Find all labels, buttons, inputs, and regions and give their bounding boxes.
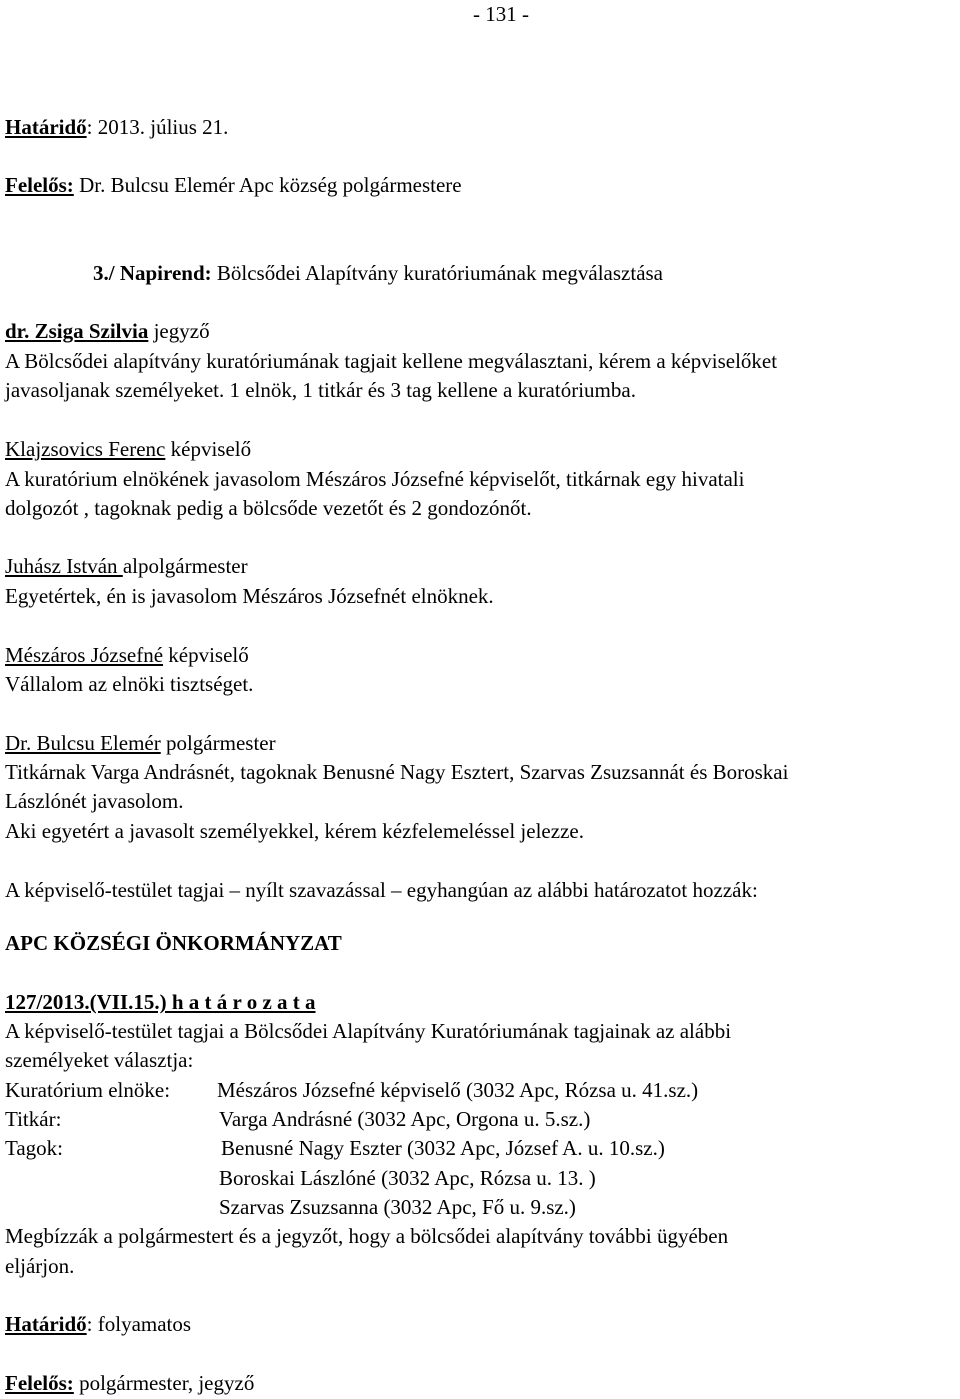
- speaker-role: jegyző: [148, 319, 210, 343]
- deadline-line: [5, 1314, 191, 1335]
- agenda-title: Bölcsődei Alapítvány kuratóriumának megválasztása: [211, 261, 664, 285]
- members-label: Tagok:: [5, 1136, 64, 1160]
- speaker-role: képviselő: [165, 437, 252, 461]
- member-value: Boroskai Lászlóné (3032 Apc, Rózsa u. 13. ): [219, 1166, 596, 1190]
- chair-value: Mészáros Józsefné képviselő (3032 Apc, Rózsa u. 41.sz.): [217, 1078, 699, 1102]
- responsible-value: polgármester, jegyző: [73, 1371, 255, 1395]
- speaker-header: [5, 439, 251, 460]
- agenda-line: [93, 263, 663, 284]
- responsible-label: Felelős:: [5, 173, 74, 197]
- deadline-value: : folyamatos: [86, 1312, 192, 1336]
- speech-line: A Bölcsődei alapítvány kuratóriumának tagjait kellene megválasztani, kérem a képviselőket: [5, 349, 778, 373]
- speech-line: Egyetértek, én is javasolom Mészáros Józsefnét elnöknek.: [5, 584, 494, 608]
- speaker-header: [5, 321, 210, 342]
- speaker-header: [5, 645, 249, 666]
- page-number: - 131 -: [473, 2, 529, 26]
- speech-line: A kuratórium elnökének javasolom Mészáros Józsefné képviselőt, titkárnak egy hivatali: [5, 467, 745, 491]
- deadline-label: Határidő: [5, 115, 87, 139]
- mandate-line: Megbízzák a polgármestert és a jegyzőt, hogy a bölcsődei alapítvány további ügyében: [5, 1224, 729, 1248]
- organization-name: APC KÖZSÉGI ÖNKORMÁNYZAT: [5, 931, 342, 955]
- speaker-role: polgármester: [160, 731, 276, 755]
- agenda-label: 3./ Napirend:: [93, 261, 212, 285]
- responsible-line: [5, 175, 462, 196]
- secretary-value: Varga Andrásné (3032 Apc, Orgona u. 5.sz.): [219, 1107, 591, 1131]
- speaker-name: dr. Zsiga Szilvia: [5, 319, 149, 343]
- speaker-name: Klajzsovics Ferenc: [5, 437, 166, 461]
- speech-line: Lászlónét javasolom.: [5, 789, 184, 813]
- mandate-line: eljárjon.: [5, 1254, 75, 1278]
- speech-line: javasoljanak személyeket. 1 elnök, 1 titkár és 3 tag kellene a kuratóriumba.: [5, 378, 636, 402]
- deadline-line: [5, 117, 228, 138]
- responsible-line: [5, 1373, 254, 1394]
- responsible-label: Felelős:: [5, 1371, 74, 1395]
- deadline-value: : 2013. július 21.: [86, 115, 229, 139]
- speech-line: Titkárnak Varga Andrásnét, tagoknak Benusné Nagy Esztert, Szarvas Zsuzsannát és Boroskai: [5, 760, 789, 784]
- resolution-line: személyeket választja:: [5, 1048, 194, 1072]
- responsible-value: Dr. Bulcsu Elemér Apc község polgármestere: [73, 173, 462, 197]
- chair-label: Kuratórium elnöke:: [5, 1078, 171, 1102]
- speaker-name: Mészáros Józsefné: [5, 643, 164, 667]
- speaker-name: Juhász István: [5, 554, 123, 578]
- speech-line: Aki egyetért a javasolt személyekkel, kérem kézfelemeléssel jelezze.: [5, 819, 584, 843]
- vote-statement: A képviselő-testület tagjai – nyílt szavazással – egyhangúan az alábbi határozatot hozzák:: [5, 878, 758, 902]
- member-value: Szarvas Zsuzsanna (3032 Apc, Fő u. 9.sz.): [219, 1195, 576, 1219]
- speaker-role: alpolgármester: [122, 554, 248, 578]
- member-value: Benusné Nagy Eszter (3032 Apc, József A. u. 10.sz.): [221, 1136, 665, 1160]
- deadline-label: Határidő: [5, 1312, 87, 1336]
- speaker-name: Dr. Bulcsu Elemér: [5, 731, 161, 755]
- resolution-title: 127/2013.(VII.15.) h a t á r o z a t a: [5, 990, 316, 1014]
- speaker-role: képviselő: [163, 643, 249, 667]
- speaker-header: [5, 556, 248, 577]
- resolution-line: A képviselő-testület tagjai a Bölcsődei Alapítvány Kuratóriumának tagjainak az alábbi: [5, 1019, 732, 1043]
- secretary-label: Titkár:: [5, 1107, 62, 1131]
- speech-line: Vállalom az elnöki tisztséget.: [5, 672, 254, 696]
- speech-line: dolgozót , tagoknak pedig a bölcsőde vezetőt és 2 gondozónőt.: [5, 496, 532, 520]
- speaker-header: [5, 733, 276, 754]
